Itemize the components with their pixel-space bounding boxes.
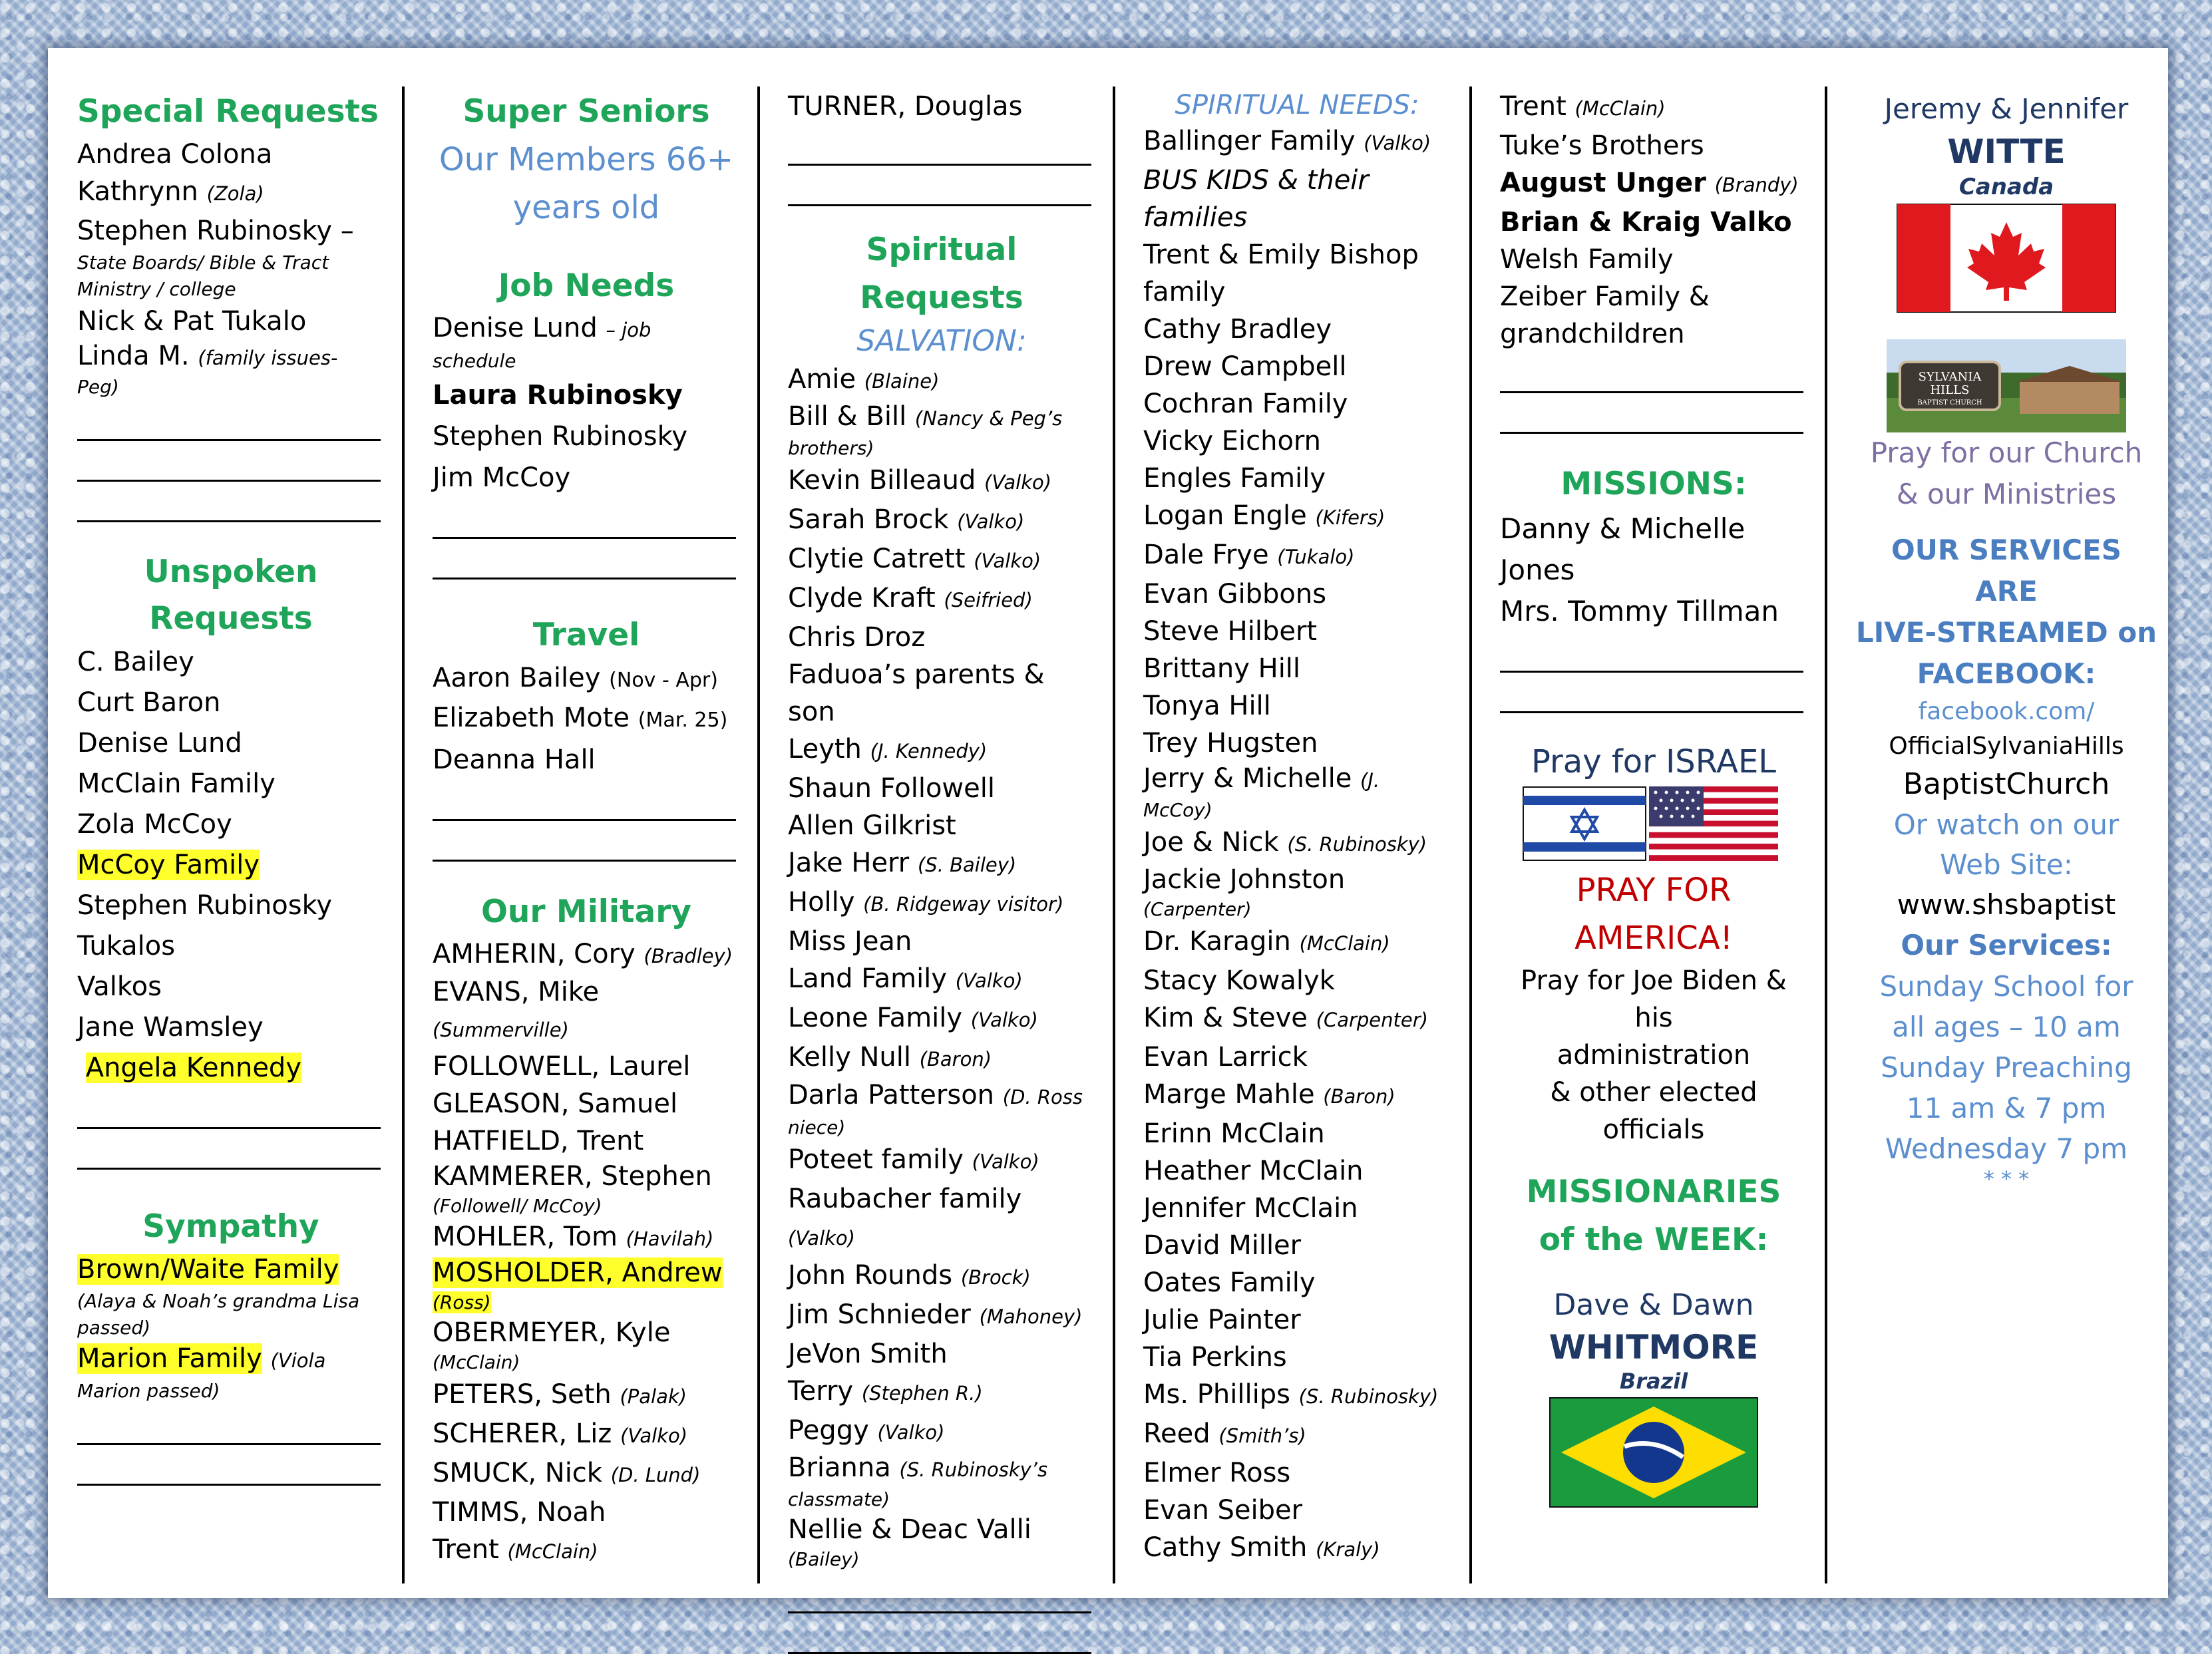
list-item-note: State Boards/ Bible & Tract Ministry / college (77, 251, 329, 300)
list-item: BUS KIDS & their (1143, 165, 1369, 196)
list-item: Valkos (77, 971, 162, 1002)
list-item: PETERS, Seth (Palak) (433, 1379, 687, 1410)
list-item-highlighted: Marion Family (Viola (77, 1343, 326, 1374)
list-item: Ballinger Family (Valko) (1143, 126, 1431, 156)
column-church-info (1855, 88, 2157, 1578)
list-item: Trent (McClain) (1500, 91, 1666, 122)
blank-line (1500, 673, 1803, 713)
website-link[interactable]: www.shsbaptist (1897, 888, 2116, 921)
list-item: Dr. Karagin (McClain) (1143, 926, 1390, 957)
pray-for-america-heading: PRAY FOR AMERICA! (1574, 872, 1733, 957)
blank-line (1500, 632, 1803, 673)
sympathy-heading: Sympathy (142, 1208, 319, 1245)
job-needs-heading: Job Needs (498, 267, 675, 304)
list-item: Terry (Stephen R.) (788, 1376, 983, 1406)
facebook-link[interactable]: BaptistChurch (1903, 767, 2110, 801)
list-item: Steve Hilbert (1143, 616, 1318, 647)
blank-line (788, 166, 1091, 206)
blank-line (433, 498, 736, 539)
list-item: Jim McCoy (433, 462, 571, 493)
list-item: SMUCK, Nick (D. Lund) (433, 1458, 701, 1488)
list-item-note: (Alaya & Noah’s grandma Lisa passed) (77, 1290, 360, 1339)
list-item: Stephen Rubinosky (433, 421, 688, 452)
list-item: Evan Larrick (1143, 1042, 1308, 1073)
list-item-highlighted: McCoy Family (77, 850, 260, 880)
list-item: TIMMS, Noah (433, 1497, 606, 1528)
list-item: TURNER, Douglas (788, 91, 1023, 122)
list-item-note: (Followell/ McCoy) (433, 1195, 602, 1217)
list-item: Shaun Followell (788, 773, 995, 804)
list-item-note: Marion passed) (77, 1380, 220, 1402)
missionary-surname: WHITMORE (1549, 1328, 1759, 1367)
list-item: Jerry & Michelle (J. (1143, 763, 1380, 794)
list-item: August Unger (Brandy) (1500, 168, 1799, 198)
list-item: Jones (1500, 554, 1575, 586)
list-item: Kathrynn (Zola) (77, 176, 264, 207)
list-item: Engles Family (1143, 463, 1326, 494)
blank-line (788, 1613, 1091, 1654)
list-item: Andrea Colona (77, 139, 273, 170)
list-item: Zeiber Family & (1500, 281, 1710, 312)
list-item: Stephen Rubinosky – (77, 216, 354, 246)
spiritual-needs-list (1143, 122, 1451, 1568)
list-item: Brittany Hill (1143, 653, 1301, 684)
pray-for-government: Pray for Joe Biden & his administration & other elected officials (1521, 965, 1787, 1145)
blank-line (77, 1129, 381, 1170)
list-item: Stacy Kowalyk (1143, 965, 1335, 996)
list-item: SCHERER, Liz (Valko) (433, 1418, 688, 1449)
list-item: Linda M. (family issues- (77, 341, 338, 371)
list-item: Jane Wamsley (77, 1012, 264, 1043)
list-item: Brian & Kraig Valko (1500, 207, 1792, 238)
special-requests-list (77, 136, 385, 401)
list-item: MOHLER, Tom (Havilah) (433, 1222, 714, 1252)
list-item: Deanna Hall (433, 744, 596, 775)
list-item: Heather McClain (1143, 1156, 1364, 1186)
salvation-heading: SALVATION: (856, 324, 1027, 358)
list-item: Trey Hugsten (1143, 728, 1318, 758)
list-item-note: (Carpenter) (1143, 898, 1252, 920)
blank-line (1500, 393, 1803, 434)
services-heading: Our Services: (1901, 929, 2112, 961)
list-item: Joe & Nick (S. Rubinosky) (1143, 827, 1427, 858)
list-item: Evan Gibbons (1143, 579, 1327, 609)
list-item: Marge Mahle (Baron) (1143, 1079, 1395, 1110)
pray-for-church: Pray for our Church & our Ministries (1870, 436, 2143, 510)
list-item-note: brothers) (788, 437, 874, 459)
flags-row (1500, 784, 1807, 862)
travel-list (433, 659, 740, 780)
blank-line (788, 125, 1091, 166)
bulletin-page (48, 48, 2168, 1598)
list-item: Leyth (J. Kennedy) (788, 734, 988, 764)
church-sign-photo (1887, 339, 2126, 432)
list-item: Jennifer McClain (1143, 1193, 1358, 1224)
list-item: Erinn McClain (1143, 1118, 1325, 1149)
blank-line (433, 821, 736, 862)
list-item: Kelly Null (Baron) (788, 1042, 992, 1073)
blank-line (77, 1088, 381, 1129)
list-item: Amie (Blaine) (788, 364, 940, 395)
missionary-country: Brazil (1619, 1369, 1688, 1394)
list-item: Denise Lund (77, 728, 242, 758)
list-item-highlighted: Angela Kennedy (85, 1053, 301, 1083)
list-item: Allen Gilkrist (788, 810, 956, 841)
list-item: Stephen Rubinosky (77, 890, 333, 921)
column-divider (402, 86, 405, 1583)
travel-heading: Travel (532, 617, 640, 653)
column-spiritual-needs (1143, 88, 1451, 1578)
list-item: Clyde Kraft (Seifried) (788, 583, 1033, 613)
spiritual-needs-heading: SPIRITUAL NEEDS: (1175, 90, 1419, 120)
column-requests (77, 88, 385, 1578)
list-item-note: classmate) (788, 1488, 890, 1510)
blank-line (433, 539, 736, 579)
list-item-note: (Ross) (433, 1291, 491, 1313)
list-item: Dale Frye (Tukalo) (1143, 540, 1355, 570)
list-item: Darla Patterson (D. Ross (788, 1080, 1083, 1110)
list-item: EVANS, Mike (Summerville) (433, 977, 600, 1041)
list-item: Kim & Steve (Carpenter) (1143, 1003, 1428, 1033)
list-item: Jake Herr (S. Bailey) (788, 848, 1017, 878)
list-item: Mrs. Tommy Tillman (1500, 595, 1779, 627)
missionary-names: Dave & Dawn (1553, 1288, 1754, 1322)
list-item: AMHERIN, Cory (Bradley) (433, 939, 733, 969)
list-item: Cathy Bradley (1143, 314, 1332, 345)
list-item: family (1143, 277, 1226, 307)
facebook-link[interactable]: facebook.com/ (1918, 698, 2095, 725)
pray-for-israel-heading: Pray for ISRAEL (1531, 743, 1777, 780)
list-item: Vicky Eichorn (1143, 426, 1322, 456)
usa-flag-icon (1649, 786, 1778, 861)
stars-divider: * * * (1983, 1166, 2030, 1192)
list-item: Ms. Phillips (S. Rubinosky) (1143, 1379, 1439, 1410)
list-item: Faduoa’s parents & son (788, 659, 1045, 727)
list-item: JeVon Smith (788, 1339, 948, 1369)
blank-line (77, 1445, 381, 1486)
list-item-highlighted: MOSHOLDER, Andrew (433, 1257, 723, 1288)
column-divider (757, 86, 760, 1583)
facebook-link[interactable]: OfficialSylvaniaHills (1889, 733, 2124, 760)
list-item: Laura Rubinosky (433, 380, 683, 411)
list-item: Clytie Catrett (Valko) (788, 544, 1041, 574)
list-item: Zola McCoy (77, 809, 232, 840)
list-item: C. Bailey (77, 647, 194, 677)
blank-line (77, 441, 381, 482)
list-item: Bill & Bill (Nancy & Peg’s (788, 401, 1063, 432)
list-item: Brianna (S. Rubinosky’s (788, 1452, 1048, 1483)
list-item: grandchildren (1500, 319, 1685, 349)
list-item-note: McCoy) (1143, 799, 1212, 821)
list-item: Land Family (Valko) (788, 963, 1023, 994)
list-item: Chris Droz (788, 622, 926, 653)
list-item: Denise Lund – job (433, 313, 651, 343)
list-item: David Miller (1143, 1230, 1302, 1261)
list-item: Julie Painter (1143, 1305, 1301, 1335)
column-divider (1469, 86, 1472, 1583)
list-item: Trent (McClain) (433, 1534, 598, 1565)
list-item: Tukalos (77, 931, 176, 961)
job-needs-list (433, 310, 740, 498)
list-item-note: schedule (433, 350, 516, 372)
list-item: Drew Campbell (1143, 351, 1347, 382)
missionary-names: Jeremy & Jennifer (1884, 92, 2129, 125)
missions-heading: MISSIONS: (1561, 466, 1747, 502)
blank-line (77, 401, 381, 441)
list-item-note: Peg) (77, 376, 119, 398)
list-item: Peggy (Valko) (788, 1415, 945, 1446)
column-divider (1825, 86, 1827, 1583)
military-list (433, 936, 740, 1570)
list-item: Leone Family (Valko) (788, 1003, 1038, 1033)
list-item: Tuke’s Brothers (1500, 130, 1704, 161)
column-divider (1113, 86, 1115, 1583)
list-item: Elmer Ross (1143, 1458, 1291, 1488)
blank-line (433, 780, 736, 821)
services-list: Sunday School for all ages – 10 am Sunday Preaching 11 am & 7 pm Wednesday 7 pm (1879, 970, 2133, 1165)
svg-text:HILLS: HILLS (1930, 383, 1970, 397)
list-item: Nellie & Deac Valli (788, 1514, 1031, 1545)
list-item: Holly (B. Ridgeway visitor) (788, 887, 1064, 917)
list-item: Welsh Family (1500, 244, 1674, 275)
list-item: Tonya Hill (1143, 691, 1271, 721)
israel-flag-icon (1523, 786, 1646, 861)
list-item: Trent & Emily Bishop (1143, 240, 1419, 270)
list-item: Elizabeth Mote (Mar. 25) (433, 703, 728, 733)
list-item: Reed (Smith’s) (1143, 1418, 1306, 1449)
special-requests-heading: Special Requests (77, 93, 379, 130)
blank-line (77, 1405, 381, 1445)
spiritual-requests-heading: Spiritual Requests (860, 232, 1023, 316)
list-item: Cochran Family (1143, 389, 1348, 419)
list-item: Logan Engle (Kifers) (1143, 500, 1385, 531)
missionary-country: Canada (1958, 174, 2054, 200)
list-item: Raubacher family (Valko) (788, 1184, 1022, 1249)
list-item: Poteet family (Valko) (788, 1144, 1039, 1175)
list-item: KAMMERER, Stephen (433, 1161, 712, 1192)
unspoken-list (77, 642, 385, 1088)
list-item-note: (McClain) (433, 1351, 520, 1373)
list-item: HATFIELD, Trent (433, 1126, 644, 1156)
list-item-highlighted: Brown/Waite Family (77, 1254, 339, 1285)
list-item: Curt Baron (77, 687, 221, 718)
canada-flag-icon (1897, 204, 2116, 313)
spiritual-needs-continued (1500, 88, 1807, 353)
unspoken-requests-heading: Unspoken Requests (144, 554, 318, 637)
blank-line (77, 482, 381, 522)
salvation-list (788, 361, 1095, 1573)
list-item: FOLLOWELL, Laurel (433, 1051, 691, 1082)
missions-list (1500, 508, 1807, 632)
list-item: families (1143, 202, 1248, 233)
livestream-heading: OUR SERVICES ARE LIVE-STREAMED on FACEBOOK: (1855, 534, 2157, 690)
list-item: McClain Family (77, 768, 276, 799)
list-item: Evan Seiber (1143, 1495, 1303, 1526)
list-item: Nick & Pat Tukalo (77, 306, 307, 337)
list-item-note: (Bailey) (788, 1548, 860, 1570)
svg-text:SYLVANIA: SYLVANIA (1918, 370, 1982, 384)
sympathy-list (77, 1251, 385, 1405)
list-item: John Rounds (Brock) (788, 1260, 1031, 1291)
blank-line (1500, 353, 1803, 393)
list-item: Aaron Bailey (Nov - Apr) (433, 663, 718, 693)
list-item: Sarah Brock (Valko) (788, 504, 1025, 535)
list-item: Oates Family (1143, 1267, 1316, 1298)
list-item: OBERMEYER, Kyle (433, 1317, 671, 1348)
list-item: Jackie Johnston (1143, 864, 1346, 895)
missionaries-of-week-heading: MISSIONARIES of the WEEK: (1526, 1174, 1781, 1258)
list-item: Tia Perkins (1143, 1342, 1287, 1373)
blank-line (788, 1573, 1091, 1613)
list-item: GLEASON, Samuel (433, 1088, 678, 1119)
super-seniors-subtitle: Our Members 66+ years old (439, 141, 734, 226)
list-item-note: niece) (788, 1116, 846, 1138)
list-item: Cathy Smith (Kraly) (1143, 1532, 1380, 1563)
super-seniors-heading: Super Seniors (462, 93, 710, 130)
missionary-surname: WITTE (1947, 132, 2066, 171)
list-item: Kevin Billeaud (Valko) (788, 465, 1052, 496)
our-military-heading: Our Military (480, 894, 692, 930)
list-item: Miss Jean (788, 926, 912, 957)
column-missions (1500, 88, 1807, 1578)
svg-text:BAPTIST CHURCH: BAPTIST CHURCH (1917, 399, 1982, 407)
brazil-flag-icon (1549, 1397, 1758, 1508)
column-spiritual-requests (788, 88, 1095, 1578)
column-seniors-military (433, 88, 740, 1578)
list-item: Jim Schnieder (Mahoney) (788, 1299, 1083, 1330)
website-label: Or watch on our Web Site: (1893, 808, 2120, 881)
list-item: Danny & Michelle (1500, 512, 1746, 545)
